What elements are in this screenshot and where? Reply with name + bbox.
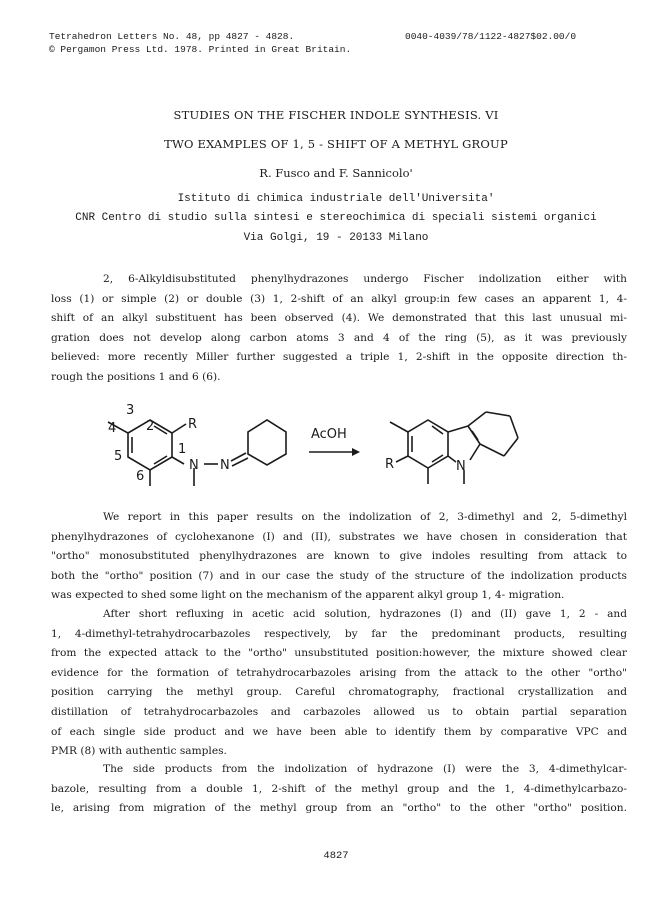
n-bond xyxy=(172,457,184,464)
r-substituent-label: R xyxy=(385,457,395,472)
journal-citation: Tetrahedron Letters No. 48, pp 4827 - 4828. xyxy=(49,31,295,42)
reaction-scheme xyxy=(90,398,590,494)
methyl-bond xyxy=(390,422,408,432)
text-line: phenylhydrazones of cyclohexanone (I) and (II), substrates we have chosen in consideration that xyxy=(51,530,627,543)
text-line: loss (1) or simple (2) or double (3) 1, 2-shift of an alkyl group:in few cases an apparent 1, 4- xyxy=(51,292,627,305)
text-line: from the expected attack to the "ortho" unsubstituted position:however, the mixture showed clear xyxy=(51,647,627,660)
text-line: evidence for the formation of tetrahydrocarbazoles arising from the attack to the other "ortho" xyxy=(51,666,627,679)
paragraph-results xyxy=(51,605,627,762)
r-bond xyxy=(172,424,186,433)
cyclohexene-bond xyxy=(510,416,518,438)
paragraph-side-products xyxy=(51,760,627,819)
hydrazine-nitrogen-label: N xyxy=(189,458,199,473)
pyrrole-double-bond xyxy=(472,431,478,440)
ring-double-bond xyxy=(154,456,167,464)
ring-double-bond xyxy=(154,426,167,434)
r-substituent-label: R xyxy=(188,417,198,432)
text-line: bazole, resulting from a double 1, 2-shift of the methyl group and the 1, 4-dimethylcarbazo- xyxy=(51,782,627,795)
article-code: 0040-4039/78/1122-4827$02.00/0 xyxy=(405,31,577,42)
text-line: was expected to shed some light on the mechanism of the apparent alkyl group 1, 4- migration. xyxy=(51,589,565,602)
text-line: le, arising from migration of the methyl group from an "ortho" to the other "ortho" position. xyxy=(51,802,627,815)
benzene-ring xyxy=(408,420,448,468)
text-line: of each single side product and we have been able to identify them by comparative VPC and xyxy=(51,725,627,738)
cyclohexane-ring xyxy=(248,420,286,465)
position-label-5: 5 xyxy=(114,449,123,464)
position-label-6: 6 xyxy=(136,469,145,484)
text-line: After short refluxing in acetic acid solution, hydrazones (I) and (II) gave 1, 2 - and xyxy=(103,608,627,620)
authors: R. Fusco and F. Sannicolo' xyxy=(259,166,413,180)
tetrahydrocarbazole-structure xyxy=(390,412,518,484)
text-line: rough the positions 1 and 6 (6). xyxy=(51,370,221,383)
text-line: The side products from the indolization of hydrazone (I) were the 3, 4-dimethylcar- xyxy=(103,763,627,775)
cyclohexene-bond xyxy=(480,444,504,456)
pyrrole-bond xyxy=(470,444,480,460)
imine-nitrogen-label: N xyxy=(220,458,230,473)
cyclohexene-bond xyxy=(468,412,486,426)
cyclohexene-bond xyxy=(504,438,518,456)
arrow-head-icon xyxy=(352,448,360,456)
text-line: gration does not develop along carbon atoms 3 and 4 of the ring (5), as it was previously xyxy=(51,331,627,344)
affiliation-line-2: CNR Centro di studio sulla sintesi e stereochimica di speciali sistemi organici xyxy=(75,212,597,224)
paper-title-line-1: STUDIES ON THE FISCHER INDOLE SYNTHESIS. VI xyxy=(173,108,499,122)
paper-title-line-2: TWO EXAMPLES OF 1, 5 - SHIFT OF A METHYL GROUP xyxy=(164,137,508,151)
position-label-2: 2 xyxy=(146,419,155,434)
reagent-label: AcOH xyxy=(311,427,347,442)
cyclohexene-bond xyxy=(486,412,510,416)
text-line: 1, 4-dimethyl-tetrahydrocarbazoles respectively, by far the predominant products, resulting xyxy=(51,627,627,640)
text-line: position carrying the methyl group. Careful chromatography, fractional crystallization and xyxy=(51,686,627,699)
text-line: We report in this paper results on the indolization of 2, 3-dimethyl and 2, 5-dimethyl xyxy=(103,511,627,523)
pyrrole-bond xyxy=(448,426,468,432)
position-label-4: 4 xyxy=(108,421,117,436)
ring-double-bond xyxy=(432,455,443,462)
text-line: 2, 6-Alkyldisubstituted phenylhydrazones undergo Fischer indolization either with xyxy=(103,273,627,285)
text-line: distillation of tetrahydrocarbazoles and carbazoles allowed us to obtain partial separation xyxy=(51,705,627,718)
affiliation-line-1: Istituto di chimica industriale dell'Universita' xyxy=(177,193,495,205)
text-line: "ortho" monosubstituted phenylhydrazones are known to give indoles resulting from attack to xyxy=(51,550,627,563)
publisher-line: © Pergamon Press Ltd. 1978. Printed in Great Britain. xyxy=(49,44,352,55)
r-bond xyxy=(396,456,408,462)
text-line: both the "ortho" position (7) and in our case the study of the structure of the indolization products xyxy=(51,569,627,582)
paragraph-approach xyxy=(51,508,627,606)
pyrrole-bond xyxy=(448,456,456,462)
position-label-3: 3 xyxy=(126,403,135,418)
text-line: PMR (8) with authentic samples. xyxy=(51,745,227,758)
text-line: believed: more recently Miller further suggested a triple 1, 2-shift in the opposite direction th- xyxy=(51,351,627,364)
position-label-1: 1 xyxy=(178,442,187,457)
affiliation-line-3: Via Golgi, 19 - 20133 Milano xyxy=(243,232,429,244)
text-line: shift of an alkyl substituent has been observed (4). We demonstrated that this last unusual mi- xyxy=(51,312,627,325)
paragraph-intro xyxy=(51,270,627,388)
indole-nitrogen-label: N xyxy=(456,459,466,474)
page-number: 4827 xyxy=(323,850,349,862)
